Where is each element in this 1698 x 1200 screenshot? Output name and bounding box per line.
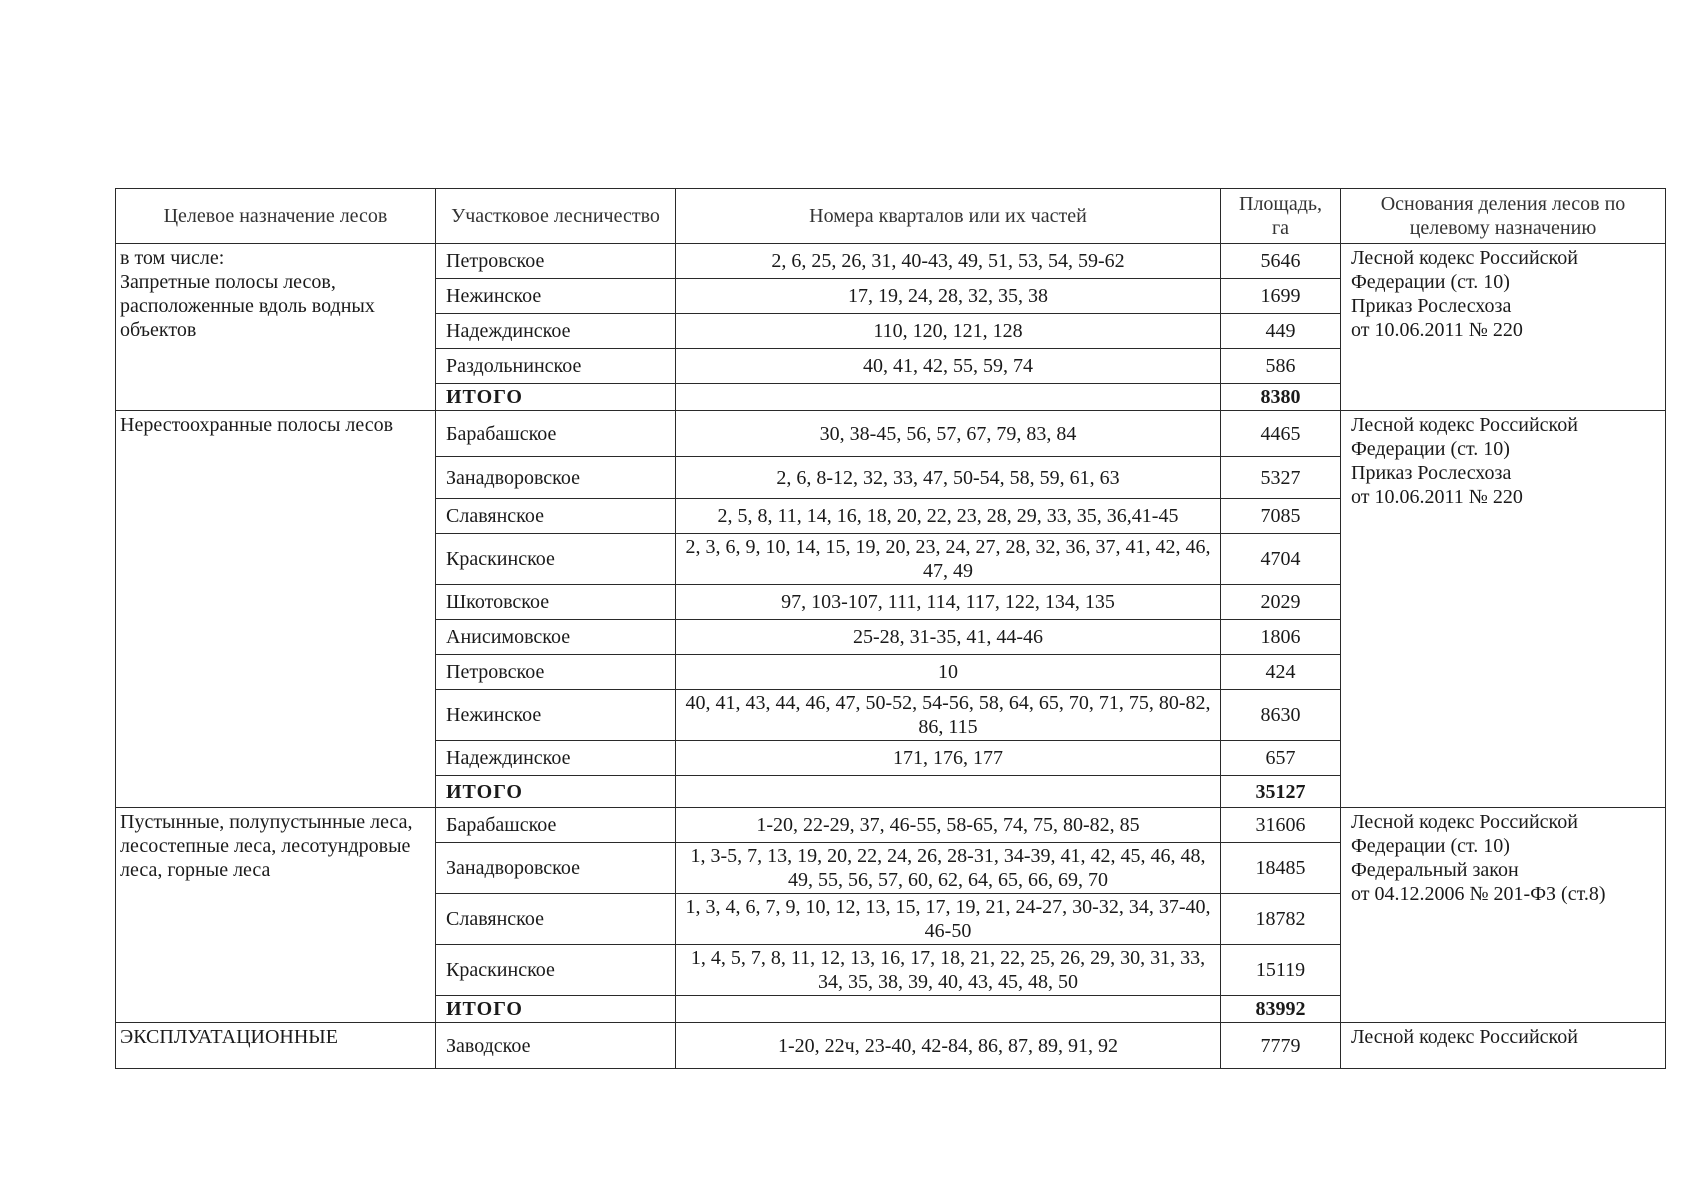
area-cell: 424: [1221, 655, 1341, 690]
area-cell: 5646: [1221, 244, 1341, 279]
header-area: Площадь, га: [1221, 189, 1341, 244]
area-cell: 4704: [1221, 534, 1341, 585]
quarters-cell: 1-20, 22-29, 37, 46-55, 58-65, 74, 75, 80-82, 85: [676, 808, 1221, 843]
forest-purpose-table-sheet: [115, 188, 1665, 1069]
area-cell: 586: [1221, 349, 1341, 384]
area-cell: 449: [1221, 314, 1341, 349]
district-cell: Нежинское: [436, 279, 676, 314]
quarters-cell: 10: [676, 655, 1221, 690]
district-cell: Раздольнинское: [436, 349, 676, 384]
forest-purpose-table: [115, 188, 1666, 1069]
basis-cell: Лесной кодекс Российской: [1341, 1023, 1666, 1069]
purpose-cell: Нерестоохранные полосы лесов: [116, 411, 436, 808]
quarters-cell: 1, 3-5, 7, 13, 19, 20, 22, 24, 26, 28-31, 34-39, 41, 42, 45, 46, 48, 49, 55, 56, 57, 60, 62, 64, 65, 66, 69, 70: [676, 843, 1221, 894]
area-cell: 4465: [1221, 411, 1341, 457]
district-cell: Надеждинское: [436, 314, 676, 349]
total-area: 8380: [1221, 384, 1341, 411]
table-row: [116, 411, 1666, 457]
district-cell: Краскинское: [436, 534, 676, 585]
quarters-cell: 2, 6, 8-12, 32, 33, 47, 50-54, 58, 59, 61, 63: [676, 457, 1221, 499]
total-area: 83992: [1221, 996, 1341, 1023]
district-cell: Заводское: [436, 1023, 676, 1069]
area-cell: 1806: [1221, 620, 1341, 655]
quarters-cell: 1-20, 22ч, 23-40, 42-84, 86, 87, 89, 91, 92: [676, 1023, 1221, 1069]
total-area: 35127: [1221, 776, 1341, 808]
basis-cell: Лесной кодекс Российской Федерации (ст. 10) Федеральный закон от 04.12.2006 № 201-ФЗ (ст.8): [1341, 808, 1666, 1023]
quarters-cell: 2, 5, 8, 11, 14, 16, 18, 20, 22, 23, 28, 29, 33, 35, 36,41-45: [676, 499, 1221, 534]
district-cell: Занадворовское: [436, 843, 676, 894]
quarters-cell: 97, 103-107, 111, 114, 117, 122, 134, 135: [676, 585, 1221, 620]
header-district: Участковое лесничество: [436, 189, 676, 244]
purpose-cell: ЭКСПЛУАТАЦИОННЫЕ: [116, 1023, 436, 1069]
area-cell: 5327: [1221, 457, 1341, 499]
area-cell: 2029: [1221, 585, 1341, 620]
table-row: [116, 244, 1666, 279]
purpose-cell: в том числе: Запретные полосы лесов, расположенные вдоль водных объектов: [116, 244, 436, 411]
quarters-cell-empty: [676, 776, 1221, 808]
district-cell: Барабашское: [436, 808, 676, 843]
district-cell: Шкотовское: [436, 585, 676, 620]
quarters-cell: 110, 120, 121, 128: [676, 314, 1221, 349]
area-cell: 657: [1221, 741, 1341, 776]
area-cell: 18782: [1221, 894, 1341, 945]
purpose-cell: Пустынные, полупустынные леса, лесостепные леса, лесотундровые леса, горные леса: [116, 808, 436, 1023]
quarters-cell: 30, 38-45, 56, 57, 67, 79, 83, 84: [676, 411, 1221, 457]
area-cell: 31606: [1221, 808, 1341, 843]
header-quarters: Номера кварталов или их частей: [676, 189, 1221, 244]
area-cell: 1699: [1221, 279, 1341, 314]
area-cell: 18485: [1221, 843, 1341, 894]
district-cell: Надеждинское: [436, 741, 676, 776]
total-label: ИТОГО: [436, 776, 676, 808]
quarters-cell: 1, 3, 4, 6, 7, 9, 10, 12, 13, 15, 17, 19, 21, 24-27, 30-32, 34, 37-40, 46-50: [676, 894, 1221, 945]
district-cell: Петровское: [436, 244, 676, 279]
header-purpose: Целевое назначение лесов: [116, 189, 436, 244]
area-cell: 8630: [1221, 690, 1341, 741]
district-cell: Анисимовское: [436, 620, 676, 655]
district-cell: Занадворовское: [436, 457, 676, 499]
quarters-cell-empty: [676, 996, 1221, 1023]
basis-cell: Лесной кодекс Российской Федерации (ст. 10) Приказ Рослесхоза от 10.06.2011 № 220: [1341, 244, 1666, 411]
area-cell: 7779: [1221, 1023, 1341, 1069]
quarters-cell-empty: [676, 384, 1221, 411]
table-row: [116, 1023, 1666, 1069]
header-basis: Основания деления лесов по целевому назначению: [1341, 189, 1666, 244]
district-cell: Славянское: [436, 894, 676, 945]
quarters-cell: 171, 176, 177: [676, 741, 1221, 776]
total-label: ИТОГО: [436, 384, 676, 411]
district-cell: Краскинское: [436, 945, 676, 996]
quarters-cell: 40, 41, 42, 55, 59, 74: [676, 349, 1221, 384]
total-label: ИТОГО: [436, 996, 676, 1023]
quarters-cell: 1, 4, 5, 7, 8, 11, 12, 13, 16, 17, 18, 21, 22, 25, 26, 29, 30, 31, 33, 34, 35, 38, 39, 40, 43, 45, 48, 50: [676, 945, 1221, 996]
quarters-cell: 25-28, 31-35, 41, 44-46: [676, 620, 1221, 655]
table-row: [116, 808, 1666, 843]
quarters-cell: 40, 41, 43, 44, 46, 47, 50-52, 54-56, 58, 64, 65, 70, 71, 75, 80-82, 86, 115: [676, 690, 1221, 741]
table-header-row: [116, 189, 1666, 244]
quarters-cell: 17, 19, 24, 28, 32, 35, 38: [676, 279, 1221, 314]
district-cell: Петровское: [436, 655, 676, 690]
basis-cell: Лесной кодекс Российской Федерации (ст. 10) Приказ Рослесхоза от 10.06.2011 № 220: [1341, 411, 1666, 808]
district-cell: Нежинское: [436, 690, 676, 741]
area-cell: 15119: [1221, 945, 1341, 996]
quarters-cell: 2, 3, 6, 9, 10, 14, 15, 19, 20, 23, 24, 27, 28, 32, 36, 37, 41, 42, 46, 47, 49: [676, 534, 1221, 585]
district-cell: Барабашское: [436, 411, 676, 457]
area-cell: 7085: [1221, 499, 1341, 534]
district-cell: Славянское: [436, 499, 676, 534]
quarters-cell: 2, 6, 25, 26, 31, 40-43, 49, 51, 53, 54, 59-62: [676, 244, 1221, 279]
